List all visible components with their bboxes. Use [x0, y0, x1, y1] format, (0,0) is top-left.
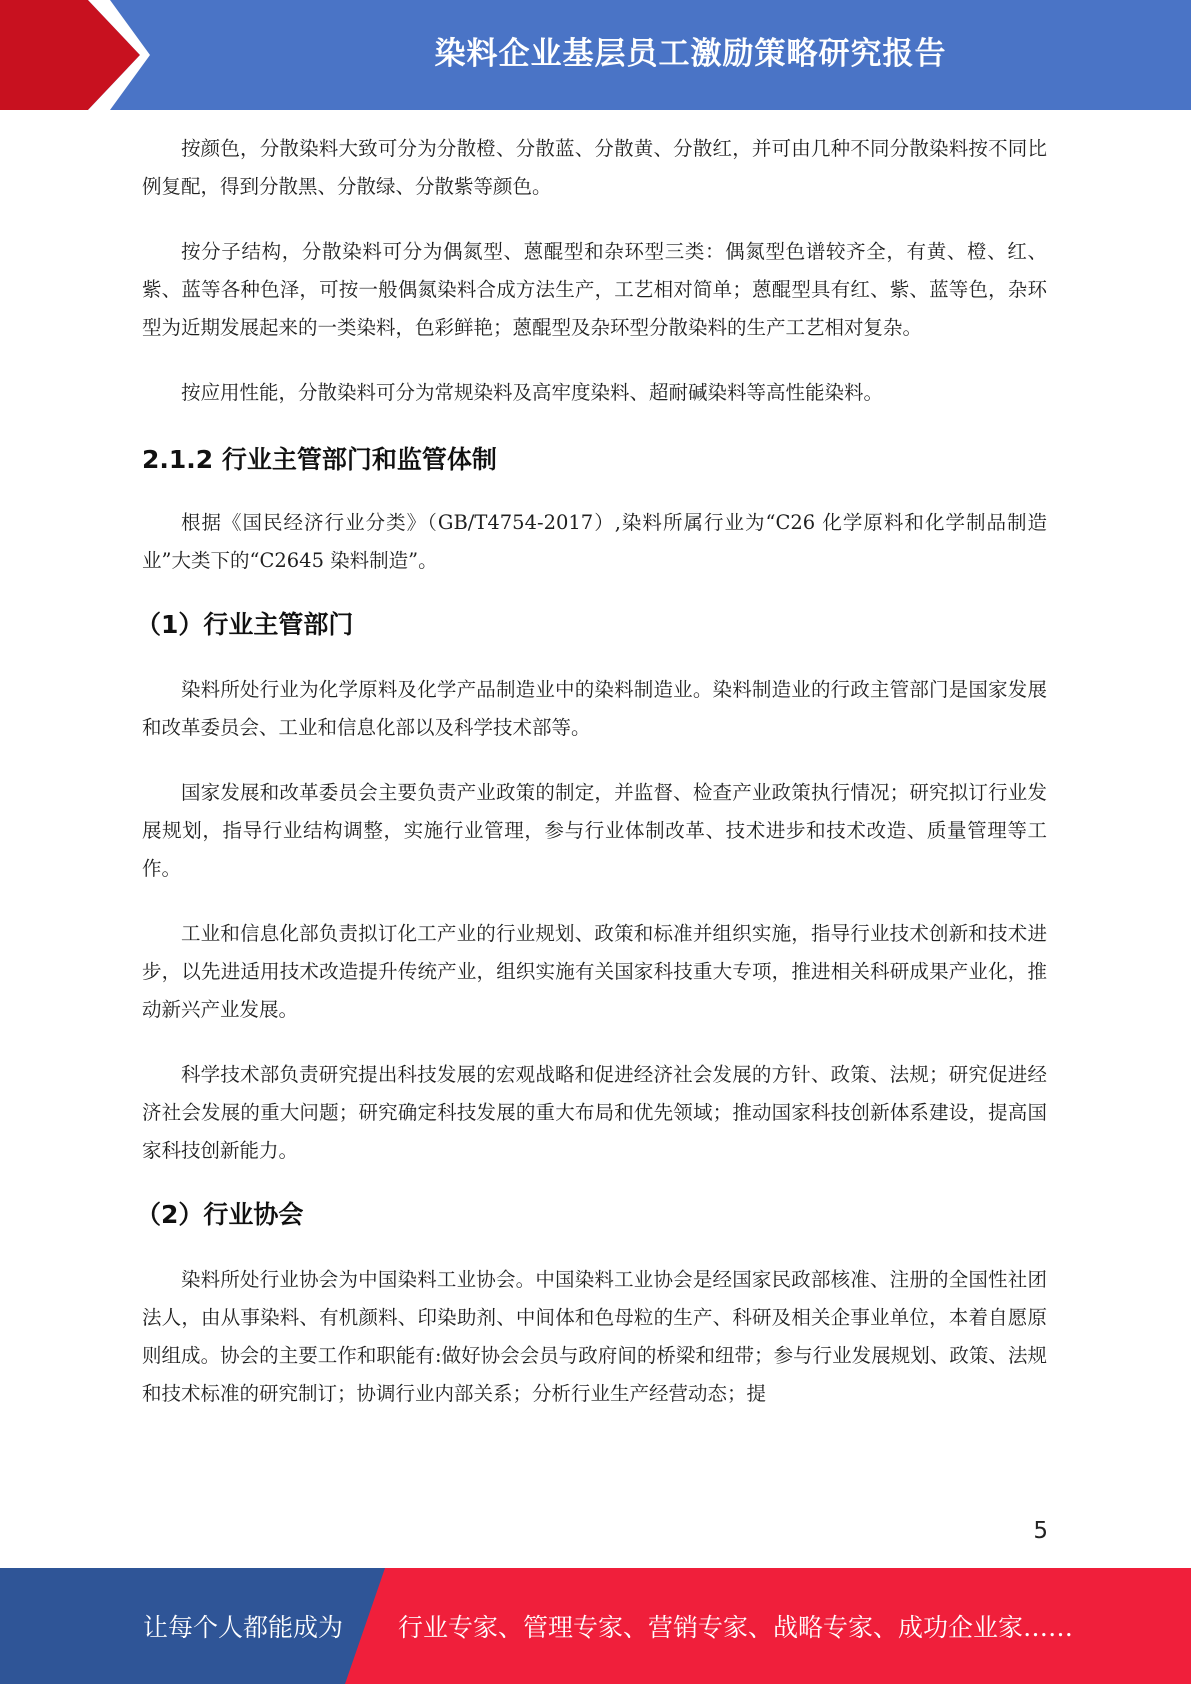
subsection-heading: （1）行业主管部门 — [136, 610, 354, 639]
document-body — [136, 130, 1047, 1440]
section-heading: 2.1.2 行业主管部门和监管体制 — [142, 445, 497, 474]
header-title: 染料企业基层员工激励策略研究报告 — [434, 35, 947, 72]
footer-slogan-left: 让每个人都能成为 — [143, 1613, 344, 1642]
subsection-heading: （2）行业协会 — [136, 1200, 304, 1229]
paragraph: 按分子结构，分散染料可分为偶氮型、蒽醌型和杂环型三类：偶氮型色谱较齐全，有黄、橙、红、紫、蓝等各种色泽，可按一般偶氮染料合成方法生产，工艺相对简单；蒽醌型具有红、紫、蓝等色，杂环型为近期发展起来的一类染料，色彩鲜艳；蒽醌型及杂环型分散染料的生产工艺相对复杂。 — [142, 240, 1047, 339]
paragraph: 工业和信息化部负责拟订化工产业的行业规划、政策和标准并组织实施，指导行业技术创新和技术进步，以先进适用技术改造提升传统产业，组织实施有关国家科技重大专项，推进相关科研成果产业化，推动新兴产业发展。 — [142, 922, 1047, 1021]
page-number: 5 — [1033, 1518, 1048, 1544]
paragraph: 染料所处行业为化学原料及化学产品制造业中的染料制造业。染料制造业的行政主管部门是国家发展和改革委员会、工业和信息化部以及科学技术部等。 — [142, 678, 1047, 739]
paragraph: 科学技术部负责研究提出科技发展的宏观战略和促进经济社会发展的方针、政策、法规；研究促进经济社会发展的重大问题；研究确定科技发展的重大布局和优先领域；推动国家科技创新体系建设，提高国家科技创新能力。 — [142, 1063, 1047, 1162]
paragraph: 染料所处行业协会为中国染料工业协会。中国染料工业协会是经国家民政部核准、注册的全国性社团法人，由从事染料、有机颜料、印染助剂、中间体和色母粒的生产、科研及相关企事业单位，本着自愿原则组成。协会的主要工作和职能有:做好协会会员与政府间的桥梁和纽带；参与行业发展规划、政策、法规和技术标准的研究制订；协调行业内部关系；分析行业生产经营动态；提 — [142, 1268, 1047, 1405]
paragraph: 按颜色，分散染料大致可分为分散橙、分散蓝、分散黄、分散红，并可由几种不同分散染料按不同比例复配，得到分散黑、分散绿、分散紫等颜色。 — [142, 137, 1047, 198]
paragraph: 国家发展和改革委员会主要负责产业政策的制定，并监督、检查产业政策执行情况；研究拟订行业发展规划，指导行业结构调整，实施行业管理，参与行业体制改革、技术进步和技术改造、质量管理等工作。 — [142, 781, 1047, 880]
paragraph: 按应用性能，分散染料可分为常规染料及高牢度染料、超耐碱染料等高性能染料。 — [181, 381, 884, 404]
page-header — [0, 0, 1191, 110]
page-footer — [0, 1568, 1191, 1684]
header-arrow-decoration — [0, 0, 200, 110]
paragraph: 根据《国民经济行业分类》（GB/T4754-2017）,染料所属行业为“C26 化学原料和化学制品制造业”大类下的“C2645 染料制造”。 — [142, 511, 1047, 572]
footer-slogan-right: 行业专家、管理专家、营销专家、战略专家、成功企业家…… — [398, 1613, 1074, 1642]
